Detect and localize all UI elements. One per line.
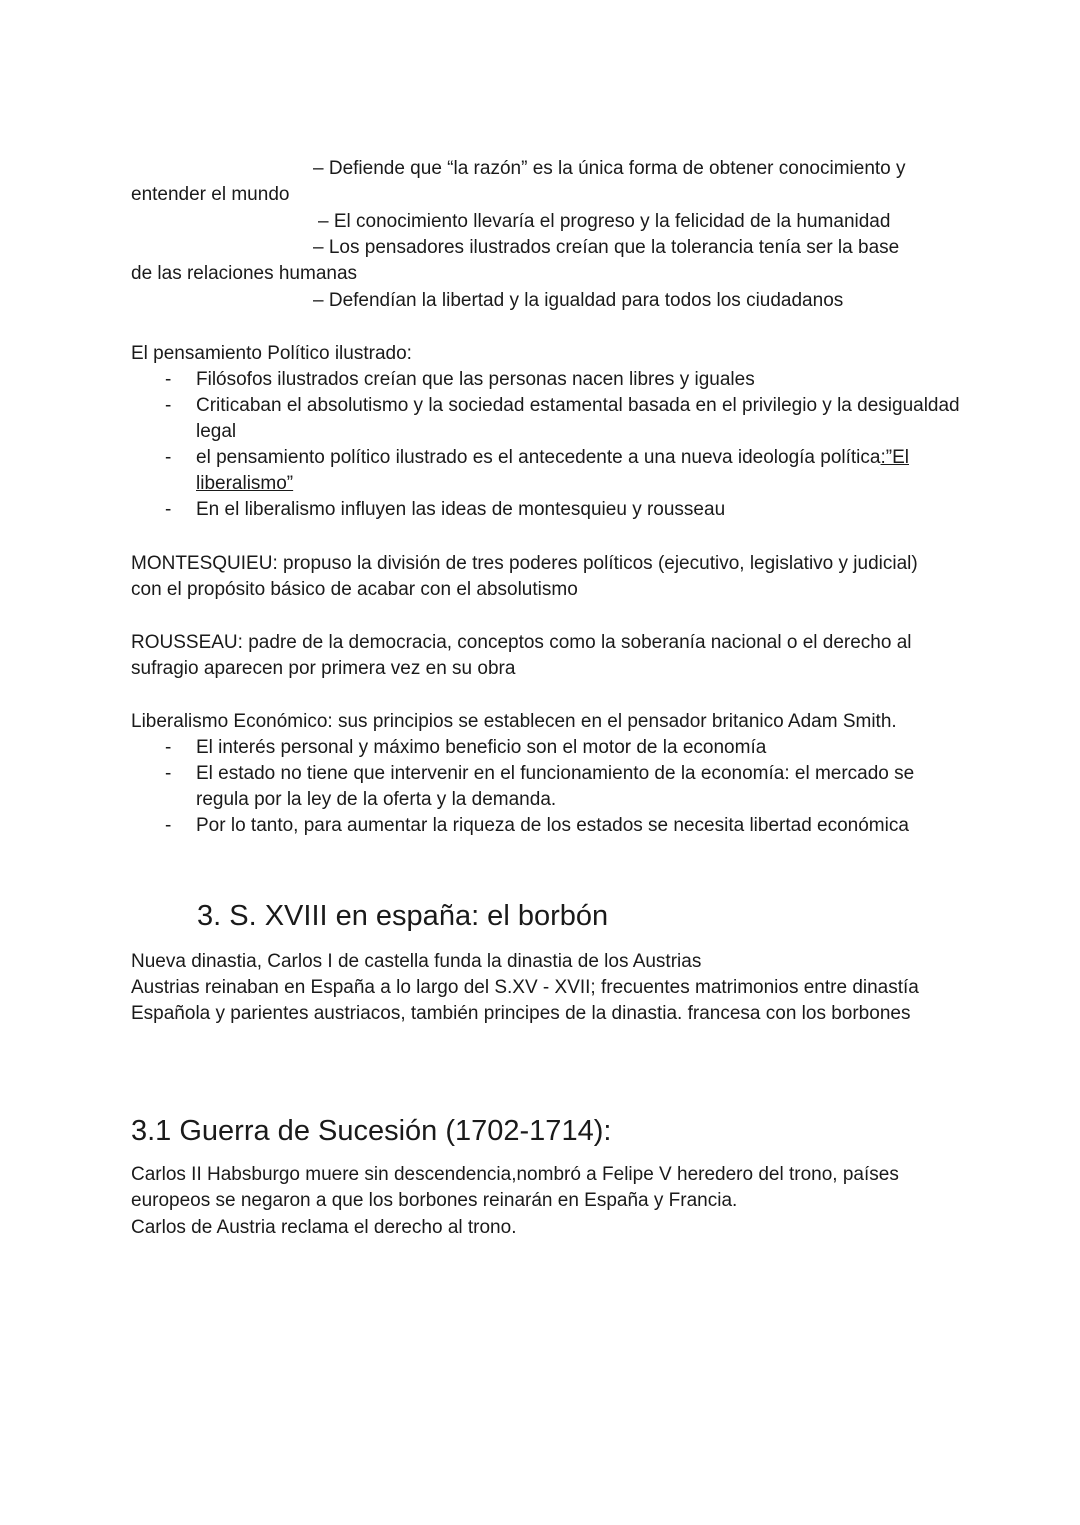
list-item-text: el pensamiento político ilustrado es el antecedente a una nueva ideología política <box>196 447 881 468</box>
montesquieu-paragraph: MONTESQUIEU: propuso la división de tres poderes políticos (ejecutivo, legislativo y judicial) con el propósito básico de acabar con el absolutismo <box>131 553 918 600</box>
list-item <box>131 761 961 813</box>
list-item <box>131 497 961 523</box>
section-3-1-paragraph-2: Carlos de Austria reclama el derecho al trono. <box>131 1217 517 1238</box>
list-item-text: En el liberalismo influyen las ideas de montesquieu y rousseau <box>196 499 726 520</box>
political-heading: El pensamiento Político ilustrado: <box>131 343 412 364</box>
economic-list <box>131 735 961 839</box>
intro-line-3: – Los pensadores ilustrados creían que la tolerancia tenía ser la base <box>313 237 900 258</box>
rousseau-paragraph: ROUSSEAU: padre de la democracia, conceptos como la soberanía nacional o el derecho al sufragio aparecen por primera vez en su obra <box>131 632 912 679</box>
list-item <box>131 735 961 761</box>
list-item-text: El estado no tiene que intervenir en el funcionamiento de la economía: el mercado se regula por la ley de la oferta y la demanda. <box>196 763 915 810</box>
intro-line-4: – Defendían la libertad y la igualdad para todos los ciudadanos <box>313 290 844 311</box>
list-item-text: Filósofos ilustrados creían que las personas nacen libres y iguales <box>196 369 755 390</box>
list-item <box>131 813 961 839</box>
section-3-1-title: 3.1 Guerra de Sucesión (1702-1714): <box>131 1115 612 1147</box>
section-3-1-paragraph-1: Carlos II Habsburgo muere sin descendencia,nombró a Felipe V heredero del trono, países europeos se negaron a que los borbones reinarán en España y Francia. <box>131 1164 899 1211</box>
intro-line-3-wrap: de las relaciones humanas <box>131 263 358 284</box>
intro-line-1: – Defiende que “la razón” es la única forma de obtener conocimiento y <box>313 158 906 179</box>
list-item-text: Criticaban el absolutismo y la sociedad estamental basada en el privilegio y la desigualdad legal <box>196 395 960 442</box>
list-item <box>131 393 961 445</box>
intro-line-2: – El conocimiento llevaría el progreso y la felicidad de la humanidad <box>318 211 891 232</box>
section-3-paragraph-1: Nueva dinastia, Carlos I de castella funda la dinastia de los Austrias <box>131 951 702 972</box>
political-list <box>131 367 961 523</box>
intro-line-1-wrap: entender el mundo <box>131 184 290 205</box>
list-item-text: El interés personal y máximo beneficio son el motor de la economía <box>196 737 767 758</box>
liberalismo-link[interactable]: :”El liberalismo” <box>196 447 909 494</box>
list-item <box>131 367 961 393</box>
list-item <box>131 445 961 497</box>
list-item-text: Por lo tanto, para aumentar la riqueza de los estados se necesita libertad económica <box>196 815 909 836</box>
section-3-title: 3. S. XVIII en españa: el borbón <box>197 900 609 932</box>
economic-heading: Liberalismo Económico: sus principios se establecen en el pensador britanico Adam Smith. <box>131 711 897 732</box>
section-3-paragraph-2: Austrias reinaban en España a lo largo del S.XV - XVII; frecuentes matrimonios entre dinastía Española y parientes austriacos, también principes de la dinastia. francesa con los borbones <box>131 977 919 1024</box>
